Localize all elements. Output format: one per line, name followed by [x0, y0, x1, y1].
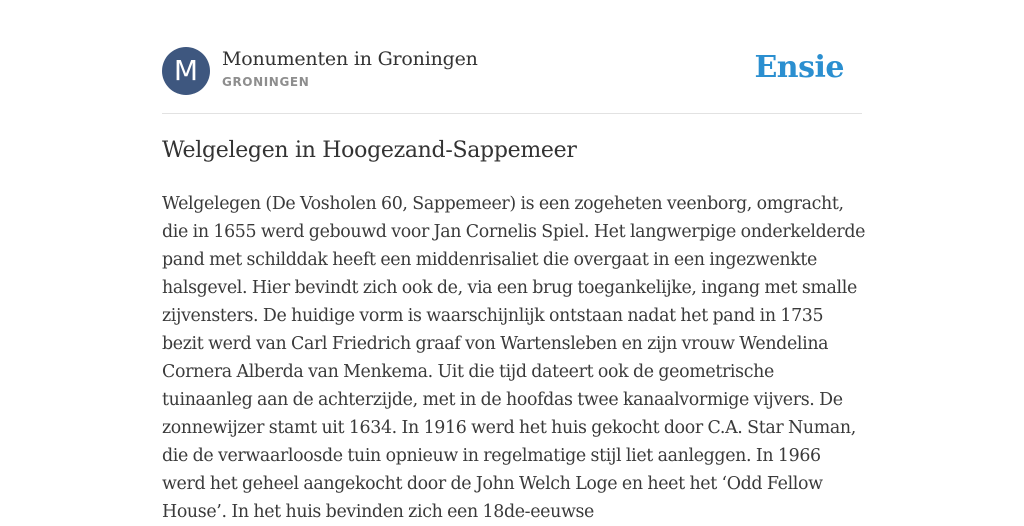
source-name-link[interactable]: Monumenten in Groningen [222, 48, 478, 70]
source-location: GRONINGEN [222, 75, 310, 89]
article-body: Welgelegen (De Vosholen 60, Sappemeer) is een zogeheten veenborg, omgracht, die in 1655 werd gebouwd voor Jan Cornelis Spiel. Het langwerpige onderkelderde pand met schilddak heeft een middenrisaliet die overgaat in een ingezwenkte halsgevel. Hier bevindt zich ook de, via een brug toegankelijke, ingang met smalle zijvensters. De huidige vorm is waarschijnlijk ontstaan nadat het pand in 1735 bezit werd van Carl Friedrich graaf von Wartensleben en zijn vrouw Wendelina Cornera Alberda van Menkema. Uit die tijd dateert ook de geometrische tuinaanleg aan de achterzijde, met in de hoofdas twee kanaalvormige vijvers. De zonnewijzer stamt uit 1634. In 1916 werd het huis gekocht door C.A. Star Numan, die de verwaarloosde tuin opnieuw in regelmatige stijl liet aanleggen. In 1966 werd het geheel aangekocht door de John Welch Loge en heet het ‘Odd Fellow House’. In het huis bevinden zich een 18de-eeuwse [162, 194, 866, 522]
source-header [162, 46, 862, 98]
header-divider [162, 113, 862, 114]
article-title: Welgelegen in Hoogezand-Sappemeer [162, 138, 577, 163]
page-container [162, 0, 866, 522]
brand-logo[interactable]: Ensie [754, 50, 844, 85]
avatar[interactable]: M [162, 47, 210, 95]
